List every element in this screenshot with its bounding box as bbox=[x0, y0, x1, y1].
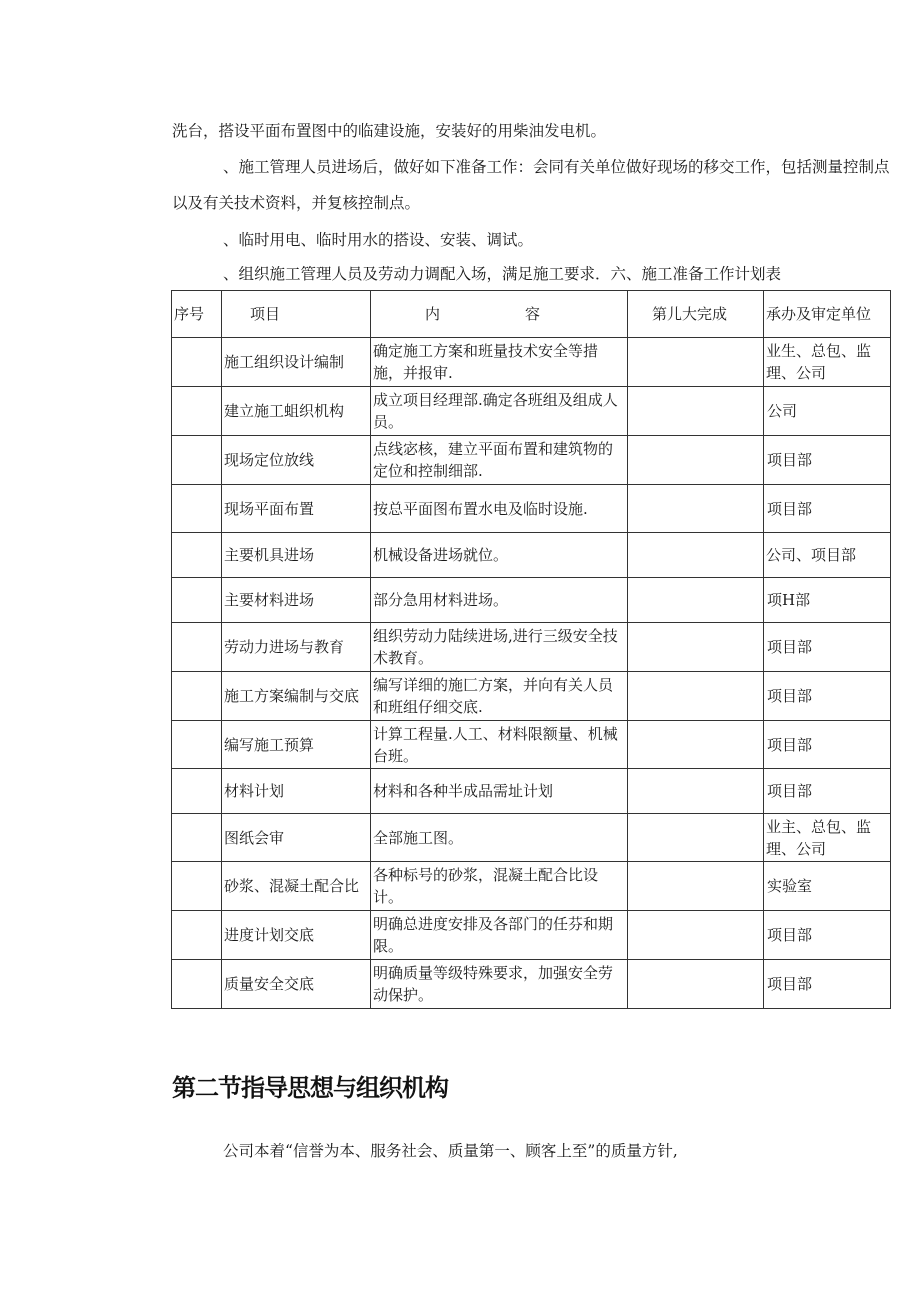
cell-finish bbox=[628, 862, 764, 911]
cell-item: 主要材料进场 bbox=[222, 578, 371, 623]
table-row bbox=[172, 338, 891, 387]
header-content-b: 容 bbox=[525, 305, 541, 323]
cell-item: 砂浆、混凝土配合比 bbox=[222, 862, 371, 911]
table-row bbox=[172, 814, 891, 862]
cell-item: 编写施工预算 bbox=[222, 721, 371, 769]
cell-finish bbox=[628, 533, 764, 578]
header-content bbox=[371, 291, 628, 338]
cell-no bbox=[172, 578, 222, 623]
cell-finish bbox=[628, 578, 764, 623]
cell-finish bbox=[628, 436, 764, 485]
cell-item: 材料计划 bbox=[222, 769, 371, 814]
table-row bbox=[172, 533, 891, 578]
table-row bbox=[172, 578, 891, 623]
cell-finish bbox=[628, 623, 764, 672]
cell-dept: 项目部 bbox=[764, 960, 891, 1009]
paragraph-intro: 洗台，搭设平面布置图中的临建设施，安装好的用柴油发电机。 bbox=[172, 122, 607, 140]
table-row bbox=[172, 387, 891, 436]
header-no: 序号 bbox=[172, 291, 222, 338]
cell-content: 成立项目经理部.确定各班组及组成人员。 bbox=[371, 387, 628, 436]
cell-dept: 项目部 bbox=[764, 623, 891, 672]
cell-finish bbox=[628, 387, 764, 436]
cell-item: 劳动力进场与教育 bbox=[222, 623, 371, 672]
cell-item: 建立施工蛆织机构 bbox=[222, 387, 371, 436]
cell-finish bbox=[628, 338, 764, 387]
table-row bbox=[172, 769, 891, 814]
paragraph-utilities: 、临时用电、临时用水的搭设、安装、调试。 bbox=[223, 231, 534, 249]
cell-finish bbox=[628, 721, 764, 769]
cell-content: 明确总进度安排及各部门的任芬和期限。 bbox=[371, 911, 628, 960]
table-row bbox=[172, 436, 891, 485]
header-item: 项目 bbox=[222, 291, 371, 338]
cell-no bbox=[172, 769, 222, 814]
cell-item: 现场平面布置 bbox=[222, 485, 371, 533]
cell-dept: 项目部 bbox=[764, 769, 891, 814]
cell-no bbox=[172, 485, 222, 533]
header-content-a: 内 bbox=[425, 305, 441, 323]
cell-dept: 项目部 bbox=[764, 672, 891, 721]
cell-content: 明确质量等级特殊要求，加强安全劳动保护。 bbox=[371, 960, 628, 1009]
cell-content: 按总平面图布置水电及临时设施. bbox=[371, 485, 628, 533]
cell-dept: 实验室 bbox=[764, 862, 891, 911]
table-row bbox=[172, 862, 891, 911]
cell-dept: 项目部 bbox=[764, 911, 891, 960]
cell-content: 确定施工方案和班量技术安全等措施，并报审. bbox=[371, 338, 628, 387]
cell-no bbox=[172, 721, 222, 769]
cell-no bbox=[172, 862, 222, 911]
table-header-row bbox=[172, 291, 891, 338]
paragraph-labor: 、组织施工管理人员及劳动力调配入场，满足施工要求．六、施工准备工作计划表 bbox=[223, 265, 782, 283]
cell-content: 计算工程量.人工、材料限额量、机械台班。 bbox=[371, 721, 628, 769]
cell-no bbox=[172, 960, 222, 1009]
cell-finish bbox=[628, 485, 764, 533]
preparation-plan-table bbox=[171, 290, 891, 1009]
cell-dept: 公司 bbox=[764, 387, 891, 436]
cell-item: 施工组织设计编制 bbox=[222, 338, 371, 387]
cell-finish bbox=[628, 960, 764, 1009]
cell-finish bbox=[628, 911, 764, 960]
cell-content: 各种标号的砂浆，混凝土配合比设计。 bbox=[371, 862, 628, 911]
header-finish: 第儿大完成 bbox=[628, 291, 764, 338]
cell-no bbox=[172, 436, 222, 485]
table-row bbox=[172, 960, 891, 1009]
cell-content: 编写详细的施匚方案，并向有关人员和班组仔细交底. bbox=[371, 672, 628, 721]
cell-item: 主要机具进场 bbox=[222, 533, 371, 578]
cell-finish bbox=[628, 769, 764, 814]
table-row bbox=[172, 485, 891, 533]
cell-dept: 项H部 bbox=[764, 578, 891, 623]
cell-content: 部分急用材料进场。 bbox=[371, 578, 628, 623]
table-row bbox=[172, 721, 891, 769]
cell-no bbox=[172, 623, 222, 672]
cell-dept: 项目部 bbox=[764, 485, 891, 533]
cell-item: 施工方案编制与交底 bbox=[222, 672, 371, 721]
cell-content: 全部施工图。 bbox=[371, 814, 628, 862]
cell-dept: 公司、项目部 bbox=[764, 533, 891, 578]
table-body bbox=[172, 338, 891, 1009]
cell-finish bbox=[628, 672, 764, 721]
cell-no bbox=[172, 911, 222, 960]
cell-item: 现场定位放线 bbox=[222, 436, 371, 485]
cell-item: 质量安全交底 bbox=[222, 960, 371, 1009]
header-dept: 承办及审定单位 bbox=[764, 291, 891, 338]
cell-no bbox=[172, 814, 222, 862]
cell-no bbox=[172, 387, 222, 436]
cell-no bbox=[172, 338, 222, 387]
table-row bbox=[172, 672, 891, 721]
cell-no bbox=[172, 533, 222, 578]
table-row bbox=[172, 911, 891, 960]
section-heading: 第二节指导思想与组织机构 bbox=[172, 1074, 448, 1102]
cell-content: 点线宓核，建立平面布置和建筑物的定位和控制细部. bbox=[371, 436, 628, 485]
cell-finish bbox=[628, 814, 764, 862]
cell-dept: 业生、总包、监理、公司 bbox=[764, 338, 891, 387]
cell-item: 图纸会审 bbox=[222, 814, 371, 862]
paragraph-quality-policy: 公司本着“信誉为本、服务社会、质量第一、顾客上至”的质量方针, bbox=[223, 1142, 678, 1160]
cell-item: 进度计划交底 bbox=[222, 911, 371, 960]
cell-no bbox=[172, 672, 222, 721]
cell-dept: 业主、总包、监理、公司 bbox=[764, 814, 891, 862]
cell-dept: 项目部 bbox=[764, 436, 891, 485]
cell-dept: 项目部 bbox=[764, 721, 891, 769]
cell-content: 机械设备进场就位。 bbox=[371, 533, 628, 578]
cell-content: 材料和各种半成品需址计划 bbox=[371, 769, 628, 814]
table-row bbox=[172, 623, 891, 672]
paragraph-preparation: 、施工管理人员进场后，做好如下准备工作：会同有关单位做好现场的移交工作，包括测量控制点以及有关技术资料，并复核控制点。 bbox=[172, 158, 890, 212]
cell-content: 组织劳动力陆续进场,进行三级安全技术教育。 bbox=[371, 623, 628, 672]
